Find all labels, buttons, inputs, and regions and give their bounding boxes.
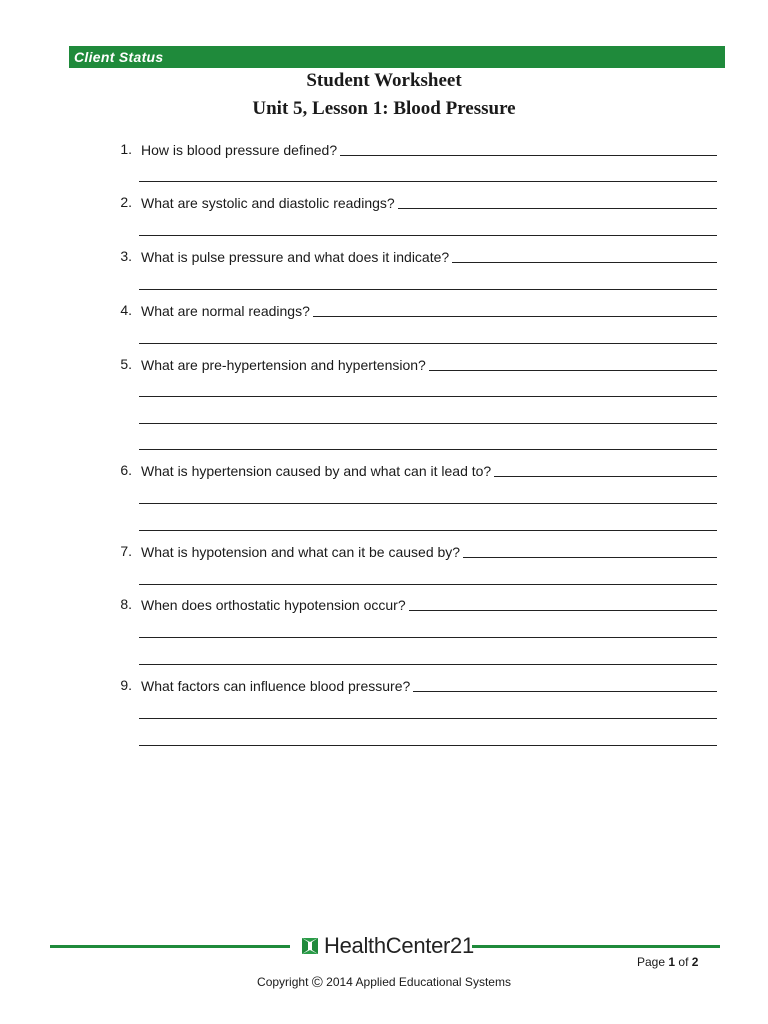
worksheet-title: Student Worksheet — [306, 70, 462, 91]
question-text: When does orthostatic hypotension occur? — [141, 597, 406, 613]
question-5 — [141, 355, 717, 373]
answer-line[interactable] — [139, 718, 717, 719]
question-1 — [141, 140, 717, 158]
question-8 — [141, 595, 717, 613]
answer-line[interactable] — [139, 396, 717, 397]
healthcenter21-logo-icon — [300, 936, 320, 956]
page-of: of — [678, 955, 689, 969]
banner-label: Client Status — [74, 49, 164, 65]
question-text: What are systolic and diastolic readings? — [141, 195, 395, 211]
copyright-text: 2014 Applied Educational Systems — [326, 975, 511, 989]
logo-text: HealthCenter21 — [324, 933, 474, 958]
answer-blank[interactable] — [494, 462, 717, 477]
copyright-prefix: Copyright — [257, 975, 309, 989]
question-number: 8. — [120, 596, 132, 612]
answer-line[interactable] — [139, 664, 717, 665]
question-text: What is pulse pressure and what does it indicate? — [141, 249, 450, 265]
question-6 — [141, 461, 717, 479]
question-text: What is hypotension and what can it be caused by? — [141, 544, 461, 560]
footer-rule-right — [472, 945, 720, 948]
page-current: 1 — [668, 955, 676, 969]
question-number: 4. — [120, 302, 132, 318]
question-number: 9. — [120, 677, 132, 693]
question-number: 2. — [120, 194, 132, 210]
answer-blank[interactable] — [313, 302, 717, 317]
answer-line[interactable] — [139, 530, 717, 531]
answer-line[interactable] — [139, 745, 717, 746]
question-number: 7. — [120, 543, 132, 559]
question-2 — [141, 193, 717, 211]
lesson-title: Unit 5, Lesson 1: Blood Pressure — [252, 98, 516, 119]
question-number: 5. — [120, 356, 132, 372]
answer-line[interactable] — [139, 343, 717, 344]
question-3 — [141, 247, 717, 265]
copyright-notice — [0, 974, 768, 991]
answer-blank[interactable] — [409, 596, 717, 611]
answer-line[interactable] — [139, 423, 717, 424]
answer-blank[interactable] — [398, 194, 717, 209]
answer-line[interactable] — [139, 235, 717, 236]
question-number: 3. — [120, 248, 132, 264]
question-9 — [141, 676, 717, 694]
healthcenter21-logo — [300, 933, 474, 959]
answer-line[interactable] — [139, 289, 717, 290]
question-text: How is blood pressure defined? — [141, 142, 338, 158]
question-text: What are pre-hypertension and hypertension? — [141, 357, 426, 373]
answer-blank[interactable] — [413, 677, 717, 692]
question-text: What factors can influence blood pressure? — [141, 678, 411, 694]
footer-rule-left — [50, 945, 290, 948]
answer-line[interactable] — [139, 449, 717, 450]
answer-line[interactable] — [139, 584, 717, 585]
page-prefix: Page — [637, 955, 666, 969]
copyright-symbol: © — [311, 974, 323, 991]
question-7 — [141, 542, 717, 560]
answer-line[interactable] — [139, 503, 717, 504]
answer-blank[interactable] — [463, 543, 717, 558]
answer-line[interactable] — [139, 637, 717, 638]
question-text: What are normal readings? — [141, 303, 310, 319]
page-total: 2 — [691, 955, 699, 969]
page-number — [637, 955, 698, 969]
answer-line[interactable] — [139, 181, 717, 182]
client-status-banner — [69, 46, 725, 68]
question-text: What is hypertension caused by and what can it lead to? — [141, 463, 492, 479]
answer-blank[interactable] — [429, 356, 717, 371]
question-4 — [141, 301, 717, 319]
answer-blank[interactable] — [452, 248, 717, 263]
answer-blank[interactable] — [340, 141, 717, 156]
question-number: 6. — [120, 462, 132, 478]
question-number: 1. — [120, 141, 132, 157]
